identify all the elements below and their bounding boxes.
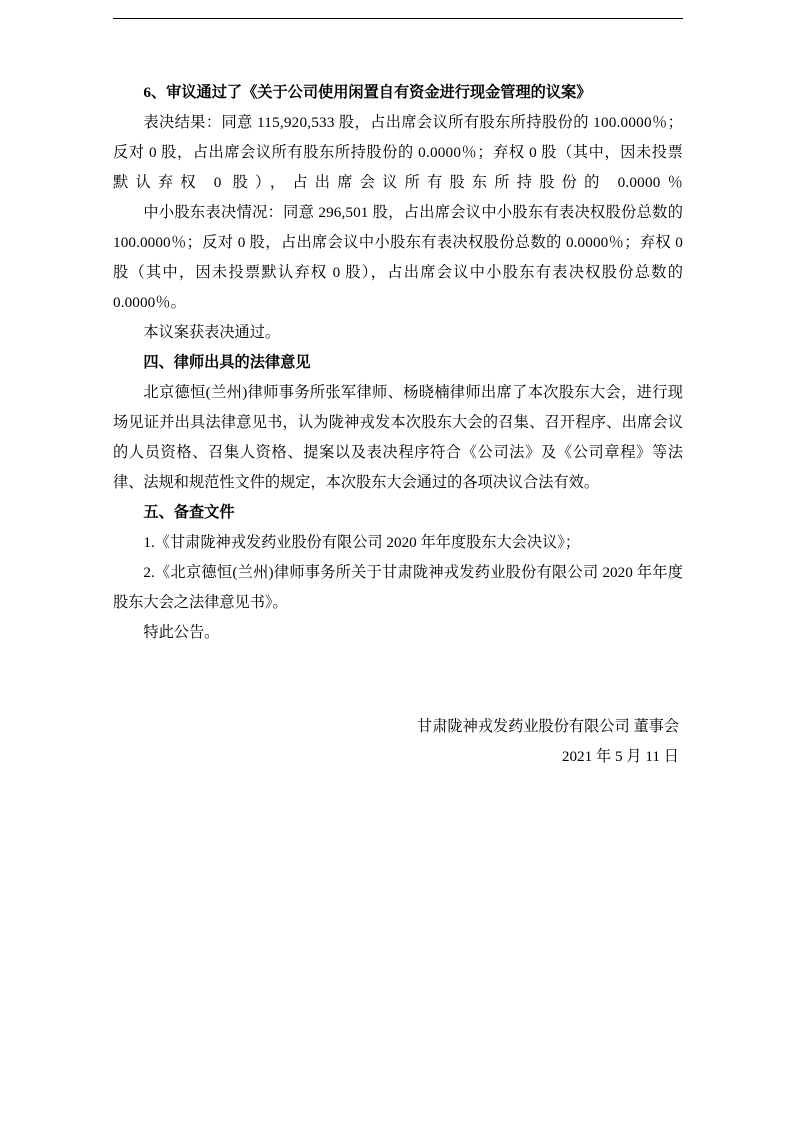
heading-section-5: 五、备查文件 xyxy=(143,504,235,521)
document-body xyxy=(113,78,683,772)
heading-item-6: 6、审议通过了《关于公司使用闲置自有资金进行现金管理的议案》 xyxy=(143,84,592,101)
paragraph-item6-passed: 本议案获表决通过。 xyxy=(143,324,281,341)
paragraph-section-5-item-1: 1.《甘肃陇神戎发药业股份有限公司 2020 年年度股东大会决议》； xyxy=(143,534,581,551)
paragraph-notice: 特此公告。 xyxy=(143,624,220,641)
paragraph-item6-small-shareholders: 中小股东表决情况：同意 296,501 股，占出席会议中小股东有表决权股份总数的 100.0000％；反对 0 股，占出席会议中小股东有表决权股份总数的 0.0000％；弃权 0 股（其中，因未投票默认弃权 0 股），占出席会议中小股东有表决权股份总数的 0.0000％。 xyxy=(113,204,683,311)
signature-company: 甘肃陇神戎发药业股份有限公司 董事会 xyxy=(417,718,679,735)
header-divider xyxy=(113,18,683,19)
signature-date: 2021 年 5 月 11 日 xyxy=(561,748,679,765)
heading-section-4: 四、律师出具的法律意见 xyxy=(143,354,311,371)
signature-block xyxy=(113,712,683,772)
paragraph-section-4-body: 北京德恒(兰州)律师事务所张军律师、杨晓楠律师出席了本次股东大会，进行现场见证并出具法律意见书，认为陇神戎发本次股东大会的召集、召开程序、出席会议的人员资格、召集人资格、提案以及表决程序符合《公司法》及《公司章程》等法律、法规和规范性文件的规定，本次股东大会通过的各项决议合法有效。 xyxy=(113,384,683,491)
paragraph-item6-vote-result: 表决结果：同意 115,920,533 股，占出席会议所有股东所持股份的 100.0000％；反对 0 股，占出席会议所有股东所持股份的 0.0000％；弃权 0 股（其中，因未投票默认弃权 0 股），占出席会议所有股东所持股份的 0.0000％ xyxy=(113,114,683,191)
paragraph-section-5-item-2: 2.《北京德恒(兰州)律师事务所关于甘肃陇神戎发药业股份有限公司 2020 年年度股东大会之法律意见书》。 xyxy=(113,564,683,611)
